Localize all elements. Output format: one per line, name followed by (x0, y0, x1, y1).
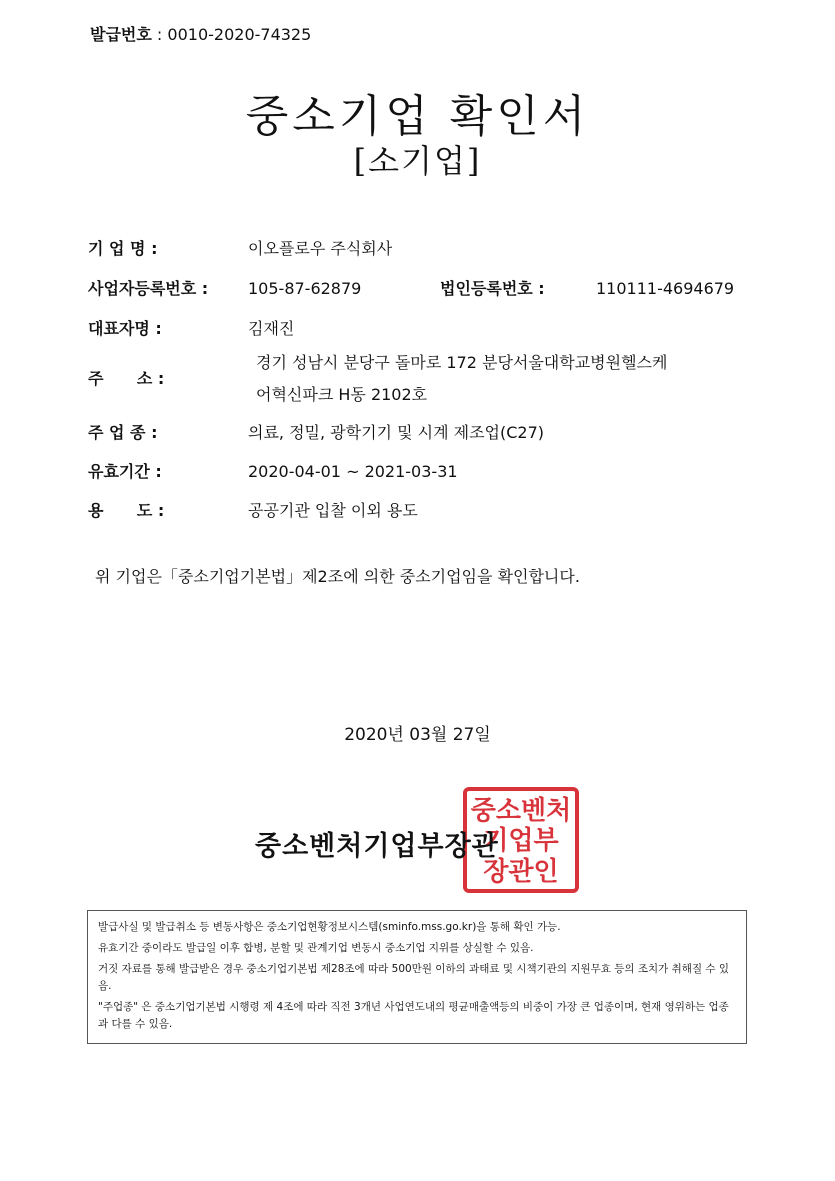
seal-line-2: 기업부 (483, 826, 559, 856)
note-4: "주업종" 은 중소기업기본법 시행령 제 4조에 따라 직전 3개년 사업연도내의 평균매출액등의 비중이 가장 큰 업종이며, 현재 영위하는 업종과 다를 수 있음. (98, 1001, 729, 1030)
corp-no-value: 110111-4694679 (596, 279, 735, 298)
company-value: 이오플로우 주식회사 (248, 239, 393, 258)
row-industry (88, 420, 544, 443)
document-title: 중소기업 확인서 (245, 91, 590, 142)
issue-number-label: 발급번호 (90, 25, 152, 44)
validity-value: 2020-04-01 ~ 2021-03-31 (248, 462, 458, 481)
issue-number-line (90, 22, 311, 45)
seal-line-3: 장관인 (483, 857, 559, 887)
ceo-label: 대표자명 : (88, 319, 162, 338)
note-1: 발급사실 및 발급취소 등 변동사항은 중소기업현황정보시스템(sminfo.mss.go.kr)을 통해 확인 가능. (98, 921, 561, 933)
row-purpose (88, 498, 418, 521)
address-line-2: 어혁신파크 H동 2102호 (256, 385, 428, 404)
seal-line-1: 중소벤처 (470, 796, 572, 826)
note-3: 거짓 자료를 통해 발급받은 경우 중소기업기본법 제28조에 따라 500만원 이하의 과태료 및 시책기관의 지원무효 등의 조치가 취해질 수 있음. (98, 963, 730, 992)
company-label: 기 업 명 : (88, 239, 158, 258)
validity-label: 유효기간 : (88, 462, 162, 481)
business-no-label: 사업자등록번호 : (88, 279, 209, 298)
issue-number-value: 0010-2020-74325 (167, 25, 312, 44)
row-company (88, 236, 392, 259)
row-business-no (88, 276, 361, 299)
row-address (88, 366, 248, 389)
row-validity (88, 459, 458, 482)
address-label: 주 소 : (88, 369, 165, 388)
document-subtitle: [소기업] (353, 142, 482, 180)
purpose-label: 용 도 : (88, 501, 165, 520)
issue-number-sep: : (156, 25, 163, 44)
notes-box (87, 910, 747, 1044)
business-no-value: 105-87-62879 (248, 279, 362, 298)
address-line-1: 경기 성남시 분당구 돌마로 172 분당서울대학교병원헬스케 (256, 353, 668, 372)
corp-no-label: 법인등록번호 : (440, 279, 545, 298)
purpose-value: 공공기관 입찰 이외 용도 (248, 501, 418, 520)
issue-date: 2020년 03월 27일 (344, 725, 491, 745)
issuer-minister: 중소벤처기업부장관 (255, 831, 499, 862)
confirmation-statement: 위 기업은「중소기업기본법」제2조에 의한 중소기업임을 확인합니다. (95, 567, 580, 586)
note-2: 유효기간 중이라도 발급일 이후 합병, 분할 및 관계기업 변동시 중소기업 지위를 상실할 수 있음. (98, 942, 534, 954)
ceo-value: 김재진 (248, 319, 295, 338)
row-ceo (88, 316, 294, 339)
row-corp-no (440, 276, 734, 299)
industry-value: 의료, 정밀, 광학기기 및 시계 제조업(C27) (248, 423, 545, 442)
industry-label: 주 업 종 : (88, 423, 158, 442)
